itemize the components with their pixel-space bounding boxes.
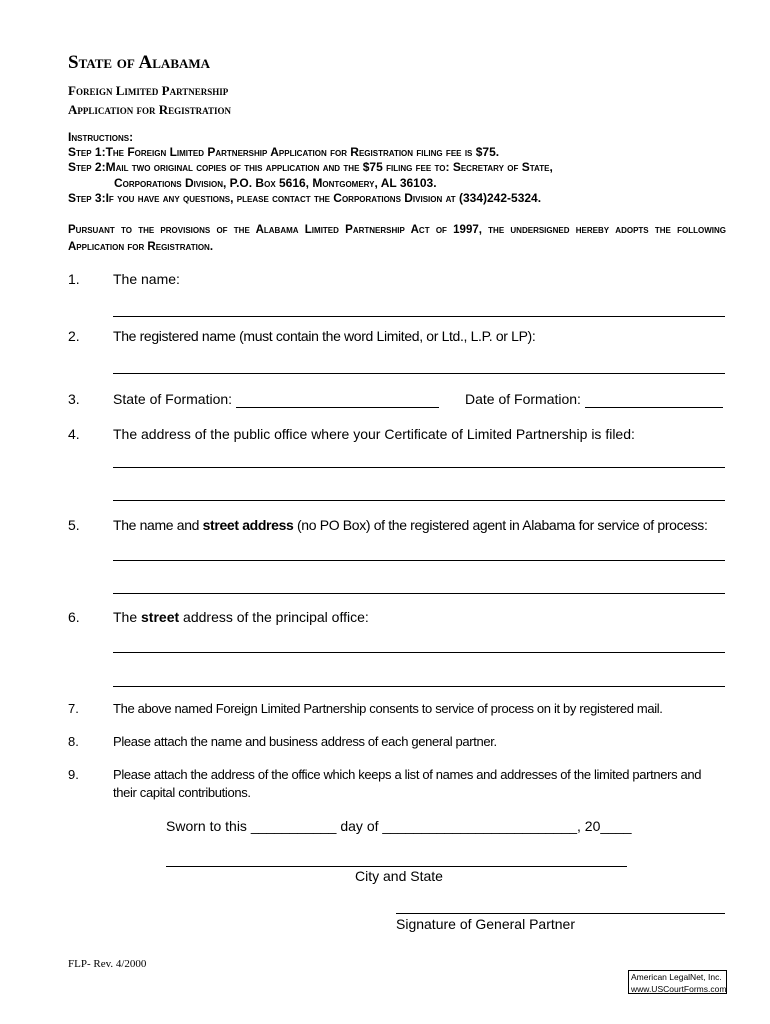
item-number: 3. xyxy=(68,391,80,407)
registered-agent-field-2[interactable] xyxy=(113,593,725,594)
public-office-address-field-1[interactable] xyxy=(113,467,725,468)
sworn-line: Sworn to this ___________ day of _________________________, 20____ xyxy=(166,818,632,834)
city-state-line[interactable] xyxy=(166,866,627,867)
registered-name-field[interactable] xyxy=(113,373,725,374)
registered-agent-label-bold: street address xyxy=(202,517,294,533)
city-state-label: City and State xyxy=(355,868,443,884)
form-title: State of Alabama xyxy=(68,52,211,73)
item-number: 5. xyxy=(68,517,80,533)
registered-agent-field-1[interactable] xyxy=(113,560,725,561)
registered-name-label: The registered name (must contain the word Limited, or Ltd., L.P. or LP): xyxy=(113,328,536,344)
item-number: 9. xyxy=(68,767,79,782)
limited-partners-statement-cont: their capital contributions. xyxy=(113,785,251,800)
general-partner-statement: Please attach the name and business address of each general partner. xyxy=(113,734,497,749)
item-number: 8. xyxy=(68,734,79,749)
instructions-label: Instructions: xyxy=(68,130,134,144)
signature-label: Signature of General Partner xyxy=(396,916,575,932)
name-field[interactable] xyxy=(113,316,725,317)
item-number: 2. xyxy=(68,328,80,344)
instruction-step-1: Step 1:The Foreign Limited Partnership Application for Registration filing fee is $75. xyxy=(68,145,500,159)
form-subtitle: Foreign Limited Partnership xyxy=(68,83,229,98)
item-number: 6. xyxy=(68,609,80,625)
date-of-formation-field[interactable] xyxy=(585,391,723,408)
item-number: 4. xyxy=(68,426,80,442)
name-label: The name: xyxy=(113,271,180,287)
principal-office-label-bold: street xyxy=(141,609,180,625)
consent-statement: The above named Foreign Limited Partnership consents to service of process on it by registered mail. xyxy=(113,701,663,716)
state-of-formation-row xyxy=(113,391,439,408)
instruction-step-3: Step 3:If you have any questions, please contact the Corporations Division at (334)242-5324. xyxy=(68,191,542,205)
principal-office-field-2[interactable] xyxy=(113,686,725,687)
limited-partners-statement: Please attach the address of the office which keeps a list of names and addresses of the limited partners and xyxy=(113,767,702,782)
item-number: 7. xyxy=(68,701,79,716)
registered-agent-label-part: The name and xyxy=(113,517,203,533)
registered-agent-label-part: (no PO Box) of the registered agent in Alabama for service of process: xyxy=(293,517,708,533)
instruction-step-2: Step 2:Mail two original copies of this application and the $75 filing fee to: Secretary of State, xyxy=(68,160,553,174)
public-office-address-label: The address of the public office where your Certificate of Limited Partnership is filed: xyxy=(113,426,635,442)
form-revision: FLP- Rev. 4/2000 xyxy=(68,958,147,970)
principal-office-label xyxy=(113,609,369,625)
publisher-stamp xyxy=(628,970,727,994)
form-subtitle-2: Application for Registration xyxy=(68,102,231,117)
principal-office-label-part: address of the principal office: xyxy=(179,609,369,625)
principal-office-field-1[interactable] xyxy=(113,652,725,653)
publisher-name: American LegalNet, Inc. xyxy=(631,972,722,982)
instruction-step-2-address: Corporations Division, P.O. Box 5616, Montgomery, AL 36103. xyxy=(114,176,437,190)
date-of-formation-row xyxy=(465,391,723,408)
date-of-formation-label: Date of Formation: xyxy=(465,391,585,407)
public-office-address-field-2[interactable] xyxy=(113,500,725,501)
pursuant-paragraph: Pursuant to the provisions of the Alabama Limited Partnership Act of 1997, the undersigned hereby adopts the following Application for Registration. xyxy=(68,224,726,253)
principal-office-label-part: The xyxy=(113,609,142,625)
state-of-formation-field[interactable] xyxy=(236,391,439,408)
registered-agent-label xyxy=(113,517,708,533)
signature-line[interactable] xyxy=(396,913,725,914)
publisher-website: www.USCourtForms.com xyxy=(631,984,727,994)
state-of-formation-label: State of Formation: xyxy=(113,391,236,407)
item-number: 1. xyxy=(68,271,80,287)
